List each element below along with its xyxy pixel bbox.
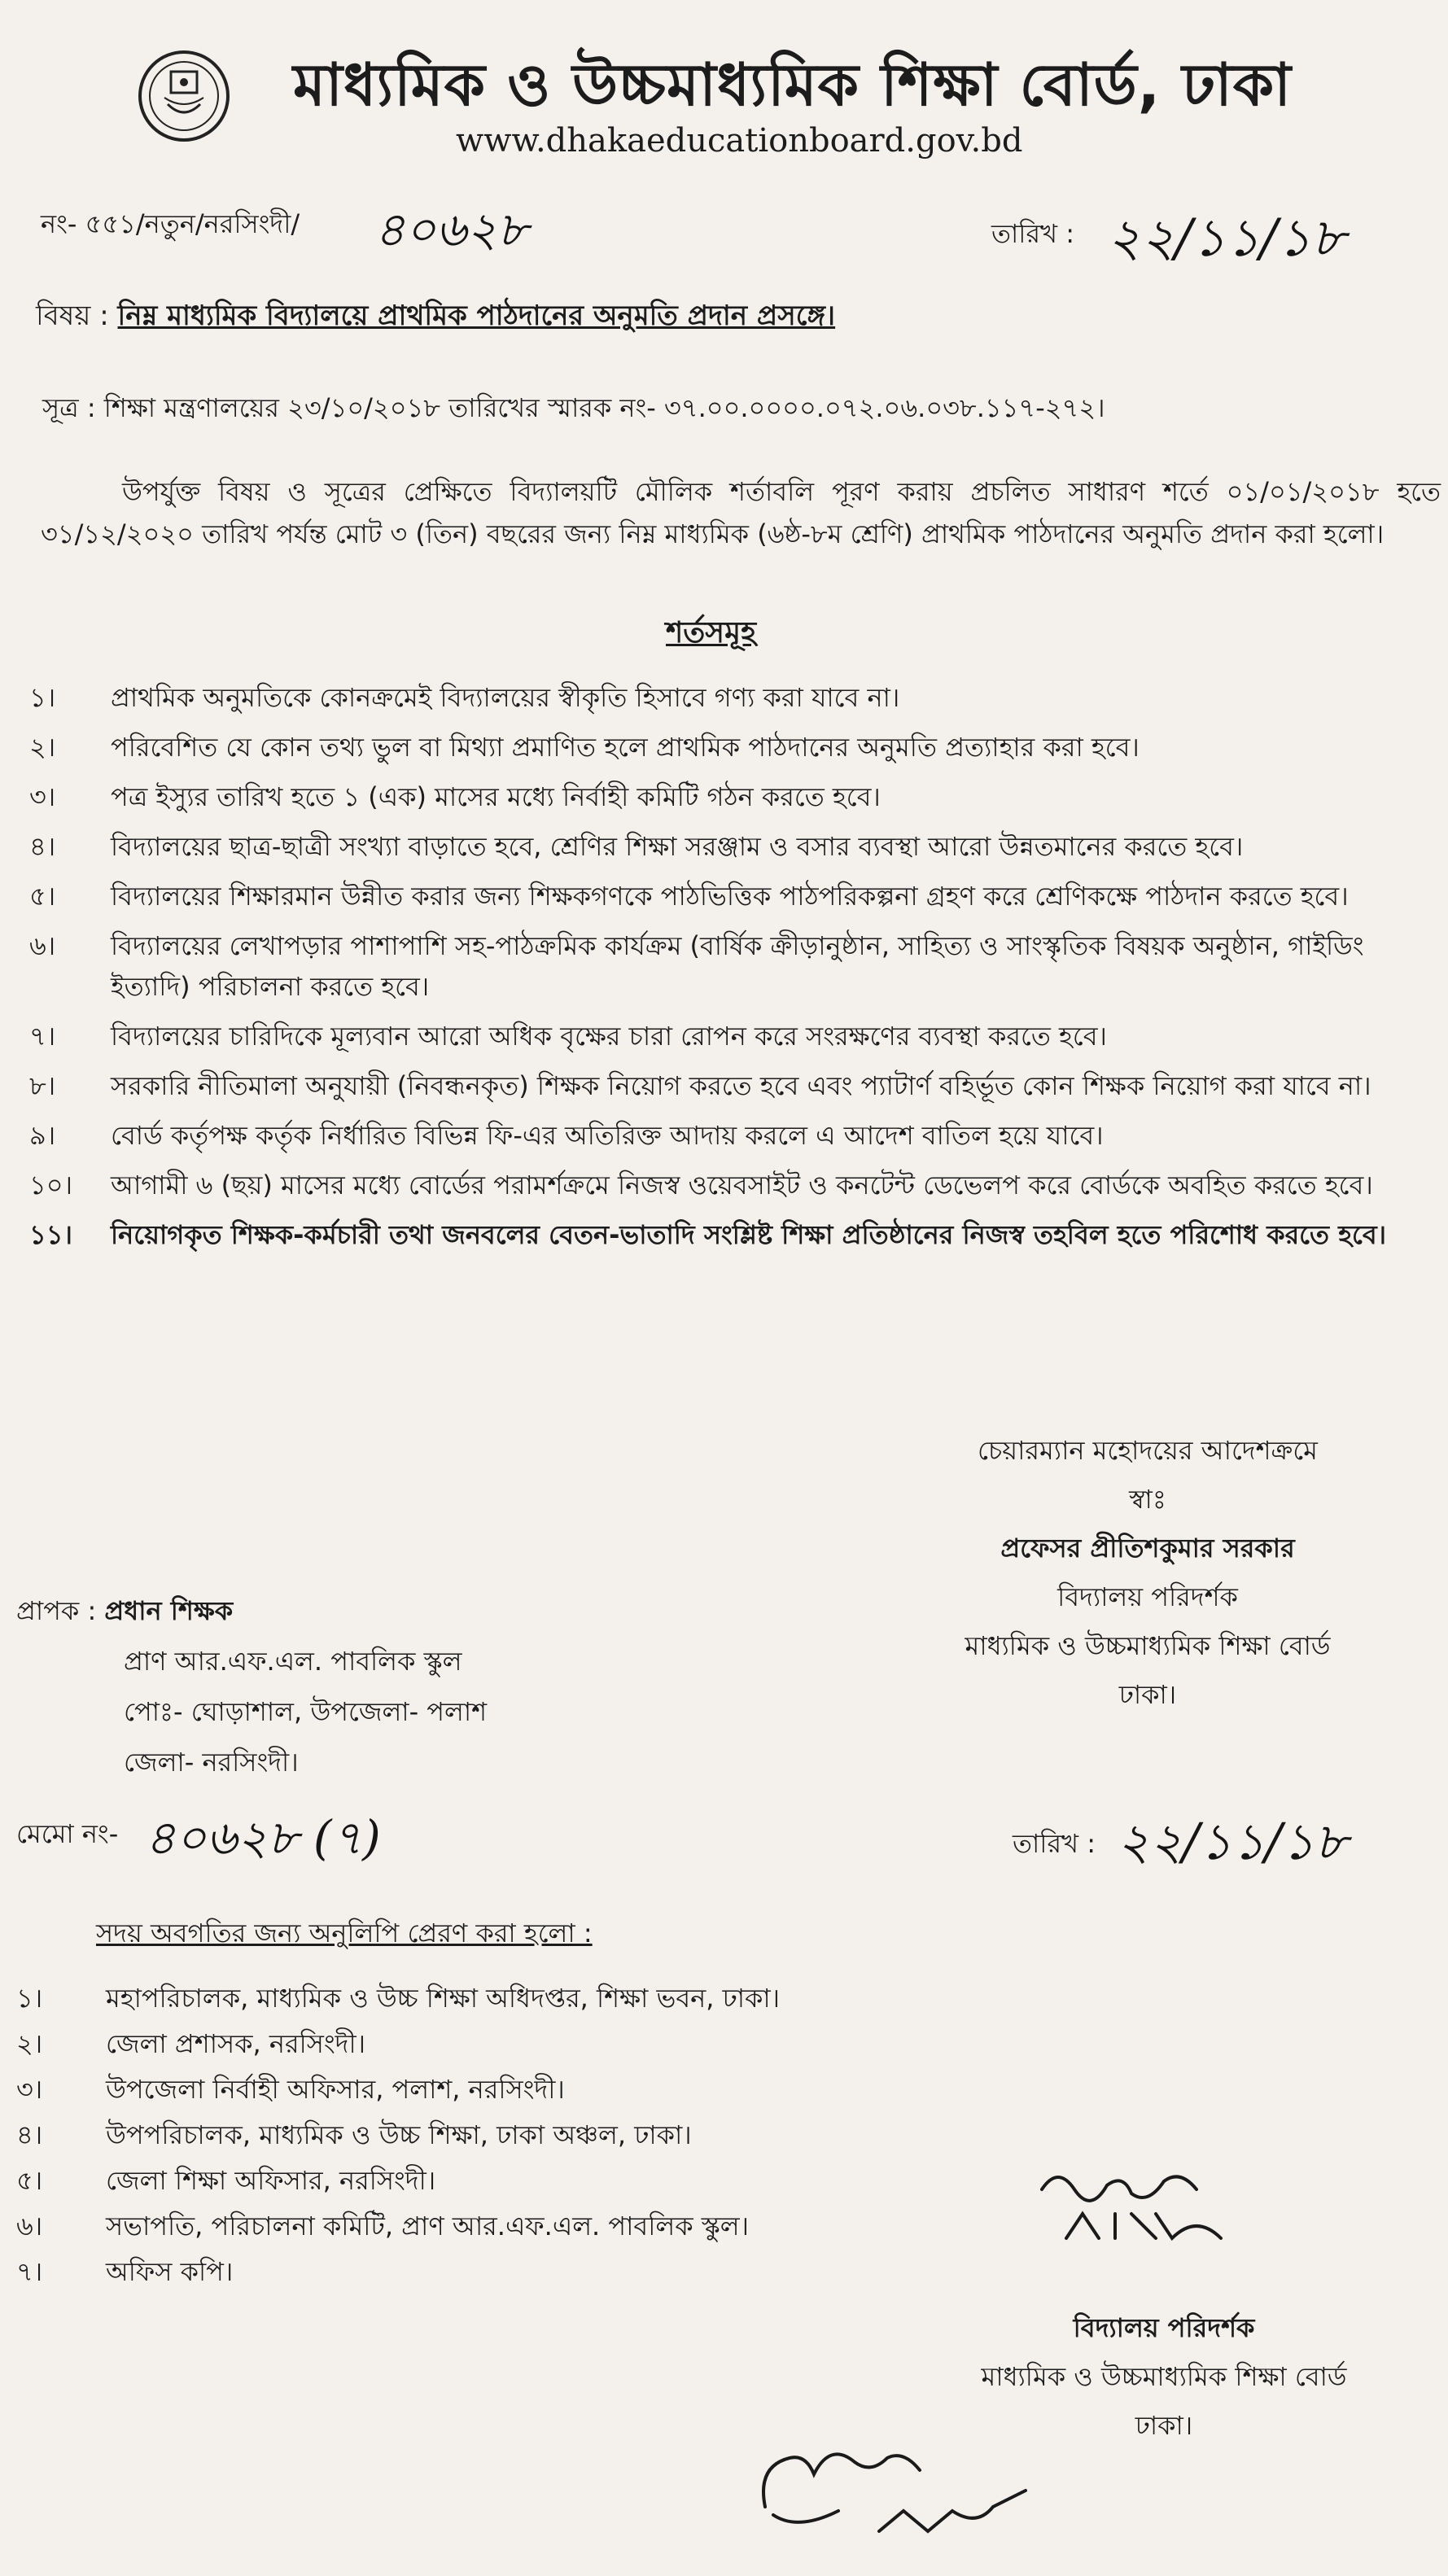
cc-text: অফিস কপি। [106, 2256, 234, 2287]
conditions-heading: শর্তসমূহ [666, 616, 756, 649]
condition-item [29, 876, 1446, 916]
condition-item [29, 925, 1446, 1007]
signatory-board: মাধ্যমিক ও উচ্চমাধ্যমিক শিক্ষা বোর্ড [965, 1630, 1331, 1661]
subject-label: বিষয় : [36, 300, 109, 332]
condition-text: পরিবেশিত যে কোন তথ্য ভুল বা মিথ্যা প্রমাণিত হলে প্রাথমিক পাঠদানের অনুমতি প্রত্যাহার করা হবে। [111, 732, 1140, 763]
conditions-list [29, 677, 1446, 1264]
recipient-address: পোঃ- ঘোড়াশাল, উপজেলা- পলাশ [124, 1696, 488, 1727]
signatory-city: ঢাকা। [1118, 1679, 1177, 1710]
board-seal-icon [135, 47, 233, 145]
board-title: মাধ্যমিক ও উচ্চমাধ্যমিক শিক্ষা বোর্ড, ঢাকা [293, 50, 1293, 119]
cc-number: ১। [16, 1983, 43, 2014]
cc-number: ৪। [16, 2119, 43, 2150]
condition-text: বিদ্যালয়ের লেখাপড়ার পাশাপাশি সহ-পাঠক্রমিক কার্যক্রম (বার্ষিক ক্রীড়ানুষ্ঠান, সাহিত্য ও সাংস্কৃতিক বিষয়ক অনুষ্ঠান, গাইডিং ইত্যাদি) পরিচালনা করতে হবে। [111, 930, 1364, 1002]
condition-item [29, 1214, 1446, 1255]
condition-item [29, 1115, 1446, 1156]
signature-block [895, 1426, 1400, 1719]
memo-number-handwritten: ৪০৬২৮ [374, 202, 528, 257]
cc-text: উপপরিচালক, মাধ্যমিক ও উচ্চ শিক্ষা, ঢাকা অঞ্চল, ঢাকা। [106, 2119, 692, 2150]
date-label: তারিখ : [991, 218, 1075, 249]
condition-text: প্রাথমিক অনুমতিকে কোনক্রমেই বিদ্যালয়ের স্বীকৃতি হিসাবে গণ্য করা যাবে না। [111, 682, 900, 713]
condition-text: বিদ্যালয়ের শিক্ষারমান উন্নীত করার জন্য শিক্ষকগণকে পাঠভিত্তিক পাঠপরিকল্পনা গ্রহণ করে শ্রেণিকক্ষে পাঠদান করতে হবে। [111, 881, 1349, 912]
memo2-number-handwritten: ৪০৬২৮ (৭) [145, 1810, 381, 1865]
date-handwritten: ২২/১১/১৮ [1107, 208, 1345, 269]
condition-number: ৪। [29, 831, 56, 862]
recipient-role: প্রধান শিক্ষক [104, 1595, 234, 1626]
condition-item [29, 727, 1446, 768]
cc-number: ৫। [16, 2165, 43, 2196]
signatory2-title: বিদ্যালয় পরিদর্শক [1073, 2312, 1255, 2343]
cc-text: জেলা শিক্ষা অফিসার, নরসিংদী। [106, 2165, 436, 2196]
condition-number: ৭। [29, 1021, 56, 1052]
condition-text: নিয়োগকৃত শিক্ষক-কর্মচারী তথা জনবলের বেতন-ভাতাদি সংশ্লিষ্ট শিক্ষা প্রতিষ্ঠানের নিজস্ব তহবিল হতে পরিশোধ করতে হবে। [111, 1219, 1387, 1250]
condition-item [29, 1165, 1446, 1205]
cc-item [16, 2069, 993, 2110]
condition-number: ৫। [29, 881, 56, 912]
signatory2-city: ঢাকা। [1135, 2410, 1193, 2441]
recipient-district: জেলা- নরসিংদী। [124, 1747, 299, 1778]
cc-number: ৩। [16, 2074, 43, 2105]
signature2-block [920, 2303, 1408, 2450]
condition-number: ৮। [29, 1070, 56, 1101]
cc-item [16, 2251, 993, 2292]
condition-text: বিদ্যালয়ের চারিদিকে মূল্যবান আরো অধিক বৃক্ষের চারা রোপন করে সংরক্ষণের ব্যবস্থা করতে হবে। [111, 1021, 1107, 1052]
condition-text: পত্র ইস্যুর তারিখ হতে ১ (এক) মাসের মধ্যে নির্বাহী কমিটি গঠন করতে হবে। [111, 781, 881, 812]
cc-number: ৭। [16, 2256, 43, 2287]
signatory2-board: মাধ্যমিক ও উচ্চমাধ্যমিক শিক্ষা বোর্ড [981, 2361, 1347, 2392]
condition-item [29, 826, 1446, 867]
cc-heading: সদয় অবগতির জন্য অনুলিপি প্রেরণ করা হলো : [96, 1918, 593, 1948]
cc-number: ২। [16, 2028, 43, 2059]
cc-list [16, 1978, 993, 2297]
condition-item [29, 1016, 1446, 1056]
memo2-date-label: তারিখ : [1013, 1828, 1096, 1859]
memo2-label: মেমো নং- [16, 1818, 119, 1849]
memo-number-label: নং- ৫৫১/নতুন/নরসিংদী/ [41, 208, 300, 239]
board-website: www.dhakaeducationboard.gov.bd [456, 122, 1023, 160]
recipient-school: প্রাণ আর.এফ.এল. পাবলিক স্কুল [124, 1646, 462, 1677]
handwritten-signature-icon [749, 2434, 1042, 2556]
condition-text: বিদ্যালয়ের ছাত্র-ছাত্রী সংখ্যা বাড়াতে হবে, শ্রেণির শিক্ষা সরঞ্জাম ও বসার ব্যবস্থা আরো উন্নতমানের করতে হবে। [111, 831, 1244, 862]
cc-item [16, 2160, 993, 2201]
cc-text: জেলা প্রশাসক, নরসিংদী। [106, 2028, 366, 2059]
condition-text: আগামী ৬ (ছয়) মাসের মধ্যে বোর্ডের পরামর্শক্রমে নিজস্ব ওয়েবসাইট ও কনটেন্ট ডেভেলপ করে বোর্ডকে অবহিত করতে হবে। [111, 1170, 1373, 1201]
body-paragraph: উপর্যুক্ত বিষয় ও সূত্রের প্রেক্ষিতে বিদ্যালয়টি মৌলিক শর্তাবলি পূরণ করায় প্রচলিত সাধারণ শর্তে ০১/০১/২০১৮ হতে ৩১/১২/২০২০ তারিখ পর্যন্ত মোট ৩ (তিন) বছরের জন্য নিম্ন মাধ্যমিক (৬ষ্ঠ-৮ম শ্রেণি) প্রাথমিক পাঠদানের অনুমতি প্রদান করা হলো। [41, 476, 1441, 549]
memo2-date-handwritten: ২২/১১/১৮ [1117, 1812, 1348, 1871]
condition-number: ১১। [29, 1219, 72, 1250]
subject-text: নিম্ন মাধ্যমিক বিদ্যালয়ে প্রাথমিক পাঠদানের অনুমতি প্রদান প্রসঙ্গে। [117, 300, 836, 332]
condition-item [29, 677, 1446, 718]
recipient-label: প্রাপক : [16, 1595, 97, 1626]
cc-item [16, 2115, 993, 2155]
condition-number: ১০। [29, 1170, 73, 1201]
subject-row [36, 295, 835, 341]
condition-number: ৯। [29, 1120, 56, 1151]
handwritten-signature-icon [1034, 2157, 1294, 2255]
cc-item [16, 2206, 993, 2246]
cc-number: ৬। [16, 2211, 43, 2241]
cc-item [16, 1978, 993, 2018]
signatory-title: বিদ্যালয় পরিদর্শক [1057, 1581, 1238, 1612]
condition-item [29, 776, 1446, 817]
condition-number: ২। [29, 732, 56, 763]
cc-text: মহাপরিচালক, মাধ্যমিক ও উচ্চ শিক্ষা অধিদপ্তর, শিক্ষা ভবন, ঢাকা। [106, 1983, 781, 2014]
cc-text: সভাপতি, পরিচালনা কমিটি, প্রাণ আর.এফ.এল. পাবলিক স্কুল। [106, 2211, 750, 2241]
condition-number: ৩। [29, 781, 56, 812]
condition-item [29, 1065, 1446, 1106]
signature-order-line: চেয়ারম্যান মহোদয়ের আদেশক্রমে [978, 1435, 1318, 1466]
condition-number: ৬। [29, 930, 56, 961]
signature-signed: স্বাঃ [1129, 1484, 1166, 1515]
condition-text: সরকারি নীতিমালা অনুযায়ী (নিবন্ধনকৃত) শিক্ষক নিয়োগ করতে হবে এবং প্যাটার্ণ বহির্ভূত কোন শিক্ষক নিয়োগ করা যাবে না। [111, 1070, 1371, 1101]
reference-line: সূত্র : শিক্ষা মন্ত্রণালয়ের ২৩/১০/২০১৮ তারিখের স্মারক নং- ৩৭.০০.০০০০.০৭২.০৬.০৩৮.১১৭-২৭২। [42, 392, 1105, 423]
condition-number: ১। [29, 682, 56, 713]
recipient-block [16, 1585, 487, 1787]
condition-text: বোর্ড কর্তৃপক্ষ কর্তৃক নির্ধারিত বিভিন্ন ফি-এর অতিরিক্ত আদায় করলে এ আদেশ বাতিল হয়ে যাবে। [111, 1120, 1104, 1151]
cc-item [16, 2023, 993, 2064]
cc-text: উপজেলা নির্বাহী অফিসার, পলাশ, নরসিংদী। [106, 2074, 565, 2105]
signatory-name: প্রফেসর প্রীতিশকুমার সরকার [1000, 1533, 1295, 1564]
